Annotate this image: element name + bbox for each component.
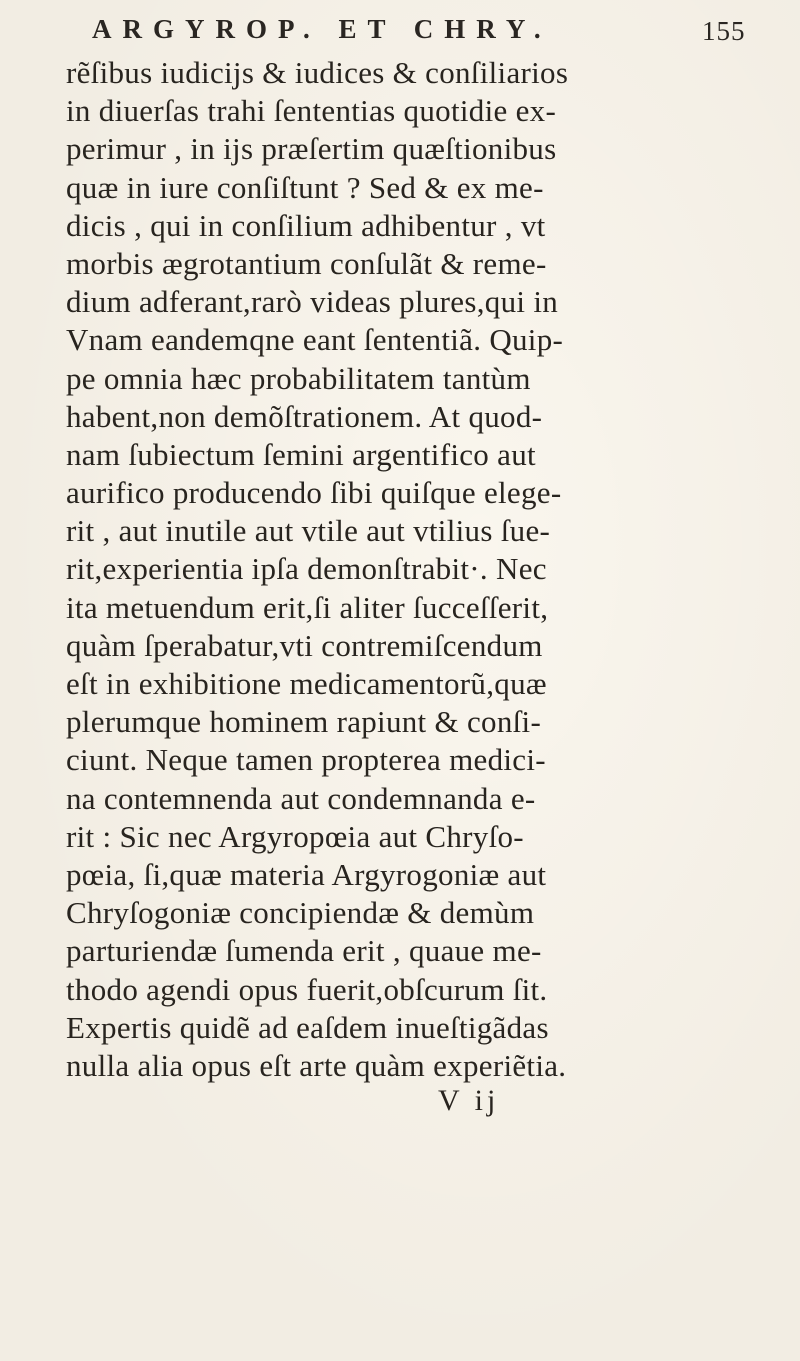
text-line: dium adferant,rarò videas plures,qui in bbox=[66, 284, 559, 320]
signature-mark: V ij bbox=[438, 1084, 500, 1117]
running-head-title: ARGYROP. ET CHRY. bbox=[92, 14, 552, 44]
page-number: 155 bbox=[702, 16, 746, 46]
text-line: plerumque hominem rapiunt & conſi- bbox=[66, 704, 542, 740]
text-line: morbis ægrotantium conſulãt & reme- bbox=[66, 245, 547, 281]
running-head bbox=[92, 14, 792, 48]
text-line: Vnam eandemqne eant ſententiã. Quip- bbox=[66, 322, 564, 358]
text-line: rit , aut inutile aut vtile aut vtilius ſue- bbox=[66, 513, 551, 549]
text-line: perimur , in ijs præſertim quæſtionibus bbox=[66, 131, 557, 167]
text-line: pe omnia hæc probabilitatem tantùm bbox=[66, 360, 531, 396]
text-line: rit : Sic nec Argyropœia aut Chryſo- bbox=[66, 818, 524, 854]
text-line: ita metuendum erit,ſi aliter ſucceſſerit, bbox=[66, 589, 549, 625]
text-line: pœia, ſi,quæ materia Argyrogoniæ aut bbox=[66, 856, 547, 892]
text-line: aurifico producendo ſibi quiſque elege- bbox=[66, 475, 562, 511]
text-line: eſt in exhibitione medicamentorũ,quæ bbox=[66, 666, 547, 701]
text-line: in diuerſas trahi ſententias quotidie ex- bbox=[66, 93, 557, 129]
text-line: Expertis quidẽ ad eaſdem inueſtigãdas bbox=[66, 1009, 549, 1045]
text-line: habent,non demõſtrationem. At quod- bbox=[66, 398, 543, 434]
text-line: parturiendæ ſumenda erit , quaue me- bbox=[66, 933, 542, 969]
text-line: rit,experientia ipſa demonſtrabit·. Nec bbox=[66, 551, 547, 587]
text-line: nam ſubiectum ſemini argentifico aut bbox=[66, 436, 536, 472]
text-line: ciunt. Neque tamen propterea medici- bbox=[66, 742, 546, 778]
body-text bbox=[66, 54, 766, 1085]
text-line: na contemnenda aut condemnanda e- bbox=[66, 780, 536, 816]
text-line: nulla alia opus eſt arte quàm experiẽtia. bbox=[66, 1047, 567, 1083]
text-line: dicis , qui in conſilium adhibentur , vt bbox=[66, 207, 546, 243]
text-line: quæ in iure conſiſtunt ? Sed & ex me- bbox=[66, 169, 544, 205]
text-line: thodo agendi opus fuerit,obſcurum ſit. bbox=[66, 971, 548, 1007]
text-line: quàm ſperabatur,vti contremiſcendum bbox=[66, 627, 543, 663]
text-line: rẽſibus iudicijs & iudices & conſiliarios bbox=[66, 55, 569, 90]
text-line: Chryſogoniæ concipiendæ & demùm bbox=[66, 895, 535, 931]
